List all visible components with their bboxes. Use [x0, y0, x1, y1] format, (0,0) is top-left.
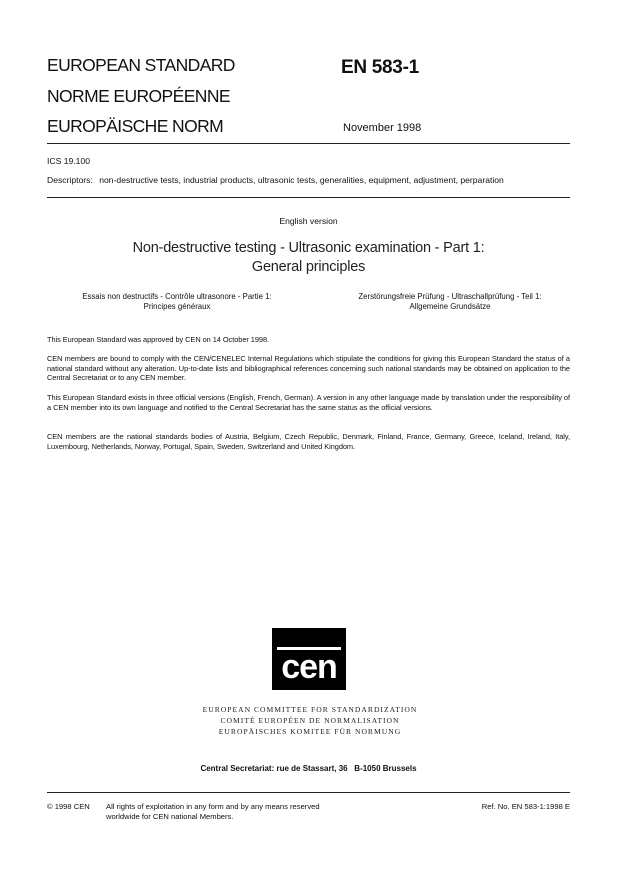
title-german: EUROPÄISCHE NORM — [47, 116, 224, 136]
french-title — [47, 292, 307, 312]
cen-committee-german: EUROPÄISCHES KOMITEE FÜR NORMUNG — [218, 727, 402, 736]
rights-line2: worldwide for CEN national Members. — [106, 812, 234, 821]
cen-logo-mark — [272, 628, 346, 690]
copyright: © 1998 CEN — [47, 802, 90, 811]
approval-statement: This European Standard was approved by CEN on 14 October 1998. — [47, 335, 270, 344]
paragraph-members: CEN members are the national standards bodies of Austria, Belgium, Czech Republic, Denmark, Finland, France, Germany, Greece, Iceland, Ireland, Italy, Luxembourg, Netherlands, Norway, Portugal, Spain, Sweden, Switzerland and United Kingdom. — [47, 432, 570, 451]
cen-committee-french: COMITÉ EUROPÉEN DE NORMALISATION — [220, 716, 400, 725]
paragraph-compliance: CEN members are bound to comply with the CEN/CENELEC Internal Regulations which stipulate the conditions for giving this European Standard the status of a national standard without any alteration. Up-to-date lists and bibliographical references concerning such national standards may be obtained on application to the Central Secretariat or to any CEN member. — [47, 354, 570, 383]
paragraph-versions: This European Standard exists in three official versions (English, French, German). A version in any other language made by translation under the responsibility of a CEN member into its own language and notified to the Central Secretariat has the same status as the official versions. — [47, 393, 570, 412]
german-title — [320, 292, 580, 312]
descriptors-row — [47, 175, 504, 186]
central-secretariat: Central Secretariat: rue de Stassart, 36 B-1050 Brussels — [200, 764, 417, 773]
title-english: EUROPEAN STANDARD — [47, 55, 235, 75]
cen-logo — [272, 628, 346, 690]
reference-number: Ref. No. EN 583-1:1998 E — [481, 802, 570, 811]
title-french: NORME EUROPÉENNE — [47, 86, 230, 106]
cen-committee-english: EUROPEAN COMMITTEE FOR STANDARDIZATION — [202, 705, 418, 714]
ics-code: ICS 19.100 — [47, 156, 90, 166]
french-title-line2: Principes généraux — [143, 302, 211, 311]
version-label: English version — [279, 216, 338, 226]
german-title-line1: Zerstörungsfreie Prüfung - Ultraschallprüfung - Teil 1: — [358, 292, 542, 301]
publication-date: November 1998 — [343, 122, 422, 134]
rights-line1: All rights of exploitation in any form and by any means reserved — [106, 802, 320, 811]
descriptors-divider — [47, 197, 570, 198]
main-title-line2: General principles — [251, 259, 366, 275]
main-title-line1: Non-destructive testing - Ultrasonic examination - Part 1: — [132, 240, 485, 256]
rights-notice — [106, 802, 320, 822]
german-title-line2: Allgemeine Grundsätze — [409, 302, 491, 311]
header-divider — [47, 143, 570, 144]
french-title-line1: Essais non destructifs - Contrôle ultrasonore - Partie 1: — [82, 292, 272, 301]
descriptors-label: Descriptors: — [47, 175, 93, 185]
cen-logo-text: cen — [281, 648, 337, 686]
footer-divider — [47, 792, 570, 793]
standard-number: EN 583-1 — [341, 57, 419, 78]
descriptors-value: non-destructive tests, industrial products, ultrasonic tests, generalities, equipment, adjustment, perparation — [99, 175, 504, 185]
